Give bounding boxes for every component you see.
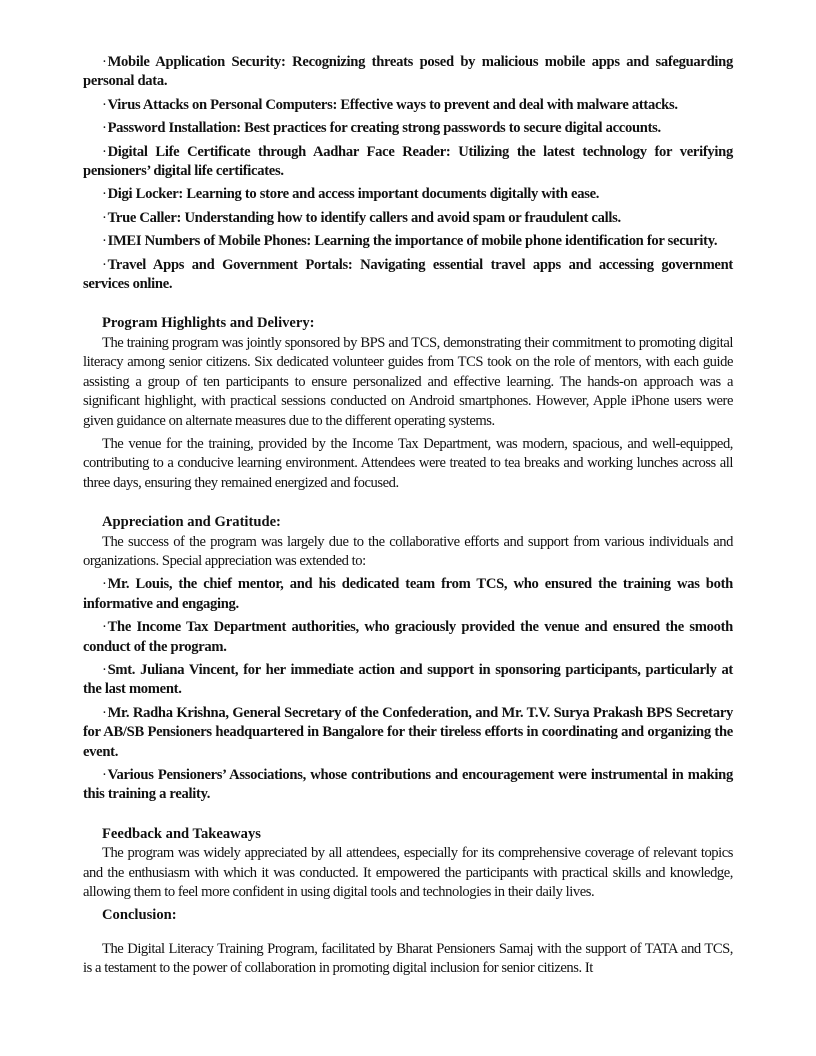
paragraph: The training program was jointly sponsored by BPS and TCS, demonstrating their commitment to promoting digital literacy among senior citizens. Six dedicated volunteer guides from TCS took on the role of mentors, with each guide assisting a group of ten participants to ensure personalized and effective learning. The hands-on approach was a significant highlight, with practical sessions conducted on Android smartphones. However, Apple iPhone users were given guidance on alternate measures due to the different operating systems. xyxy=(83,334,733,429)
section-heading-feedback: Feedback and Takeaways xyxy=(102,825,261,842)
list-item: ·True Caller: Understanding how to identify callers and avoid spam or fraudulent calls. xyxy=(102,209,621,226)
list-item: ·Smt. Juliana Vincent, for her immediate action and support in sponsoring participants, particularly at the last moment. xyxy=(83,661,733,698)
paragraph: The success of the program was largely due to the collaborative efforts and support from various individuals and organizations. Special appreciation was extended to: xyxy=(83,533,733,569)
list-item: ·Password Installation: Best practices for creating strong passwords to secure digital accounts. xyxy=(102,120,661,137)
list-item: ·Virus Attacks on Personal Computers: Effective ways to prevent and deal with malware attacks. xyxy=(102,96,678,113)
paragraph: The venue for the training, provided by the Income Tax Department, was modern, spacious, and well-equipped, contributing to a conducive learning environment. Attendees were treated to tea breaks and working lunches across all three days, ensuring they remained energized and focused. xyxy=(83,435,733,491)
list-item: ·The Income Tax Department authorities, who graciously provided the venue and ensured the smooth conduct of the program. xyxy=(83,619,733,655)
paragraph: The Digital Literacy Training Program, facilitated by Bharat Pensioners Samaj with the support of TATA and TCS, is a testament to the power of collaboration in promoting digital inclusion for senior citizens. It xyxy=(83,940,733,977)
document-page xyxy=(83,53,733,983)
paragraph: The program was widely appreciated by all attendees, especially for its comprehensive coverage of relevant topics and the enthusiasm with which it was conducted. It empowered the participants with practical skills and knowledge, allowing them to feel more confident in using digital tools and technologies in their daily lives. xyxy=(83,845,733,901)
list-item: ·Digi Locker: Learning to store and access important documents digitally with ease. xyxy=(102,186,600,203)
topics-list xyxy=(83,53,733,294)
list-item: ·Digital Life Certificate through Aadhar Face Reader: Utilizing the latest technology for verifying pensioners’ digital life certificates. xyxy=(83,143,733,180)
list-item: ·Mobile Application Security: Recognizing threats posed by malicious mobile apps and safeguarding personal data. xyxy=(83,54,733,90)
section-heading-highlights: Program Highlights and Delivery: xyxy=(102,315,315,332)
section-heading-conclusion: Conclusion: xyxy=(102,907,177,924)
list-item: ·Various Pensioners’ Associations, whose contributions and encouragement were instrumental in making this training a reality. xyxy=(83,767,733,803)
list-item: ·Travel Apps and Government Portals: Navigating essential travel apps and accessing government services online. xyxy=(83,256,733,293)
section-heading-appreciation: Appreciation and Gratitude: xyxy=(102,514,281,531)
list-item: ·IMEI Numbers of Mobile Phones: Learning the importance of mobile phone identification for security. xyxy=(102,233,718,250)
list-item: ·Mr. Radha Krishna, General Secretary of the Confederation, and Mr. T.V. Surya Prakash BPS Secretary for AB/SB Pensioners headquartered in Bangalore for their tireless efforts in coordinating and organizing the event. xyxy=(83,704,733,760)
list-item: ·Mr. Louis, the chief mentor, and his dedicated team from TCS, who ensured the training was both informative and engaging. xyxy=(83,576,733,612)
